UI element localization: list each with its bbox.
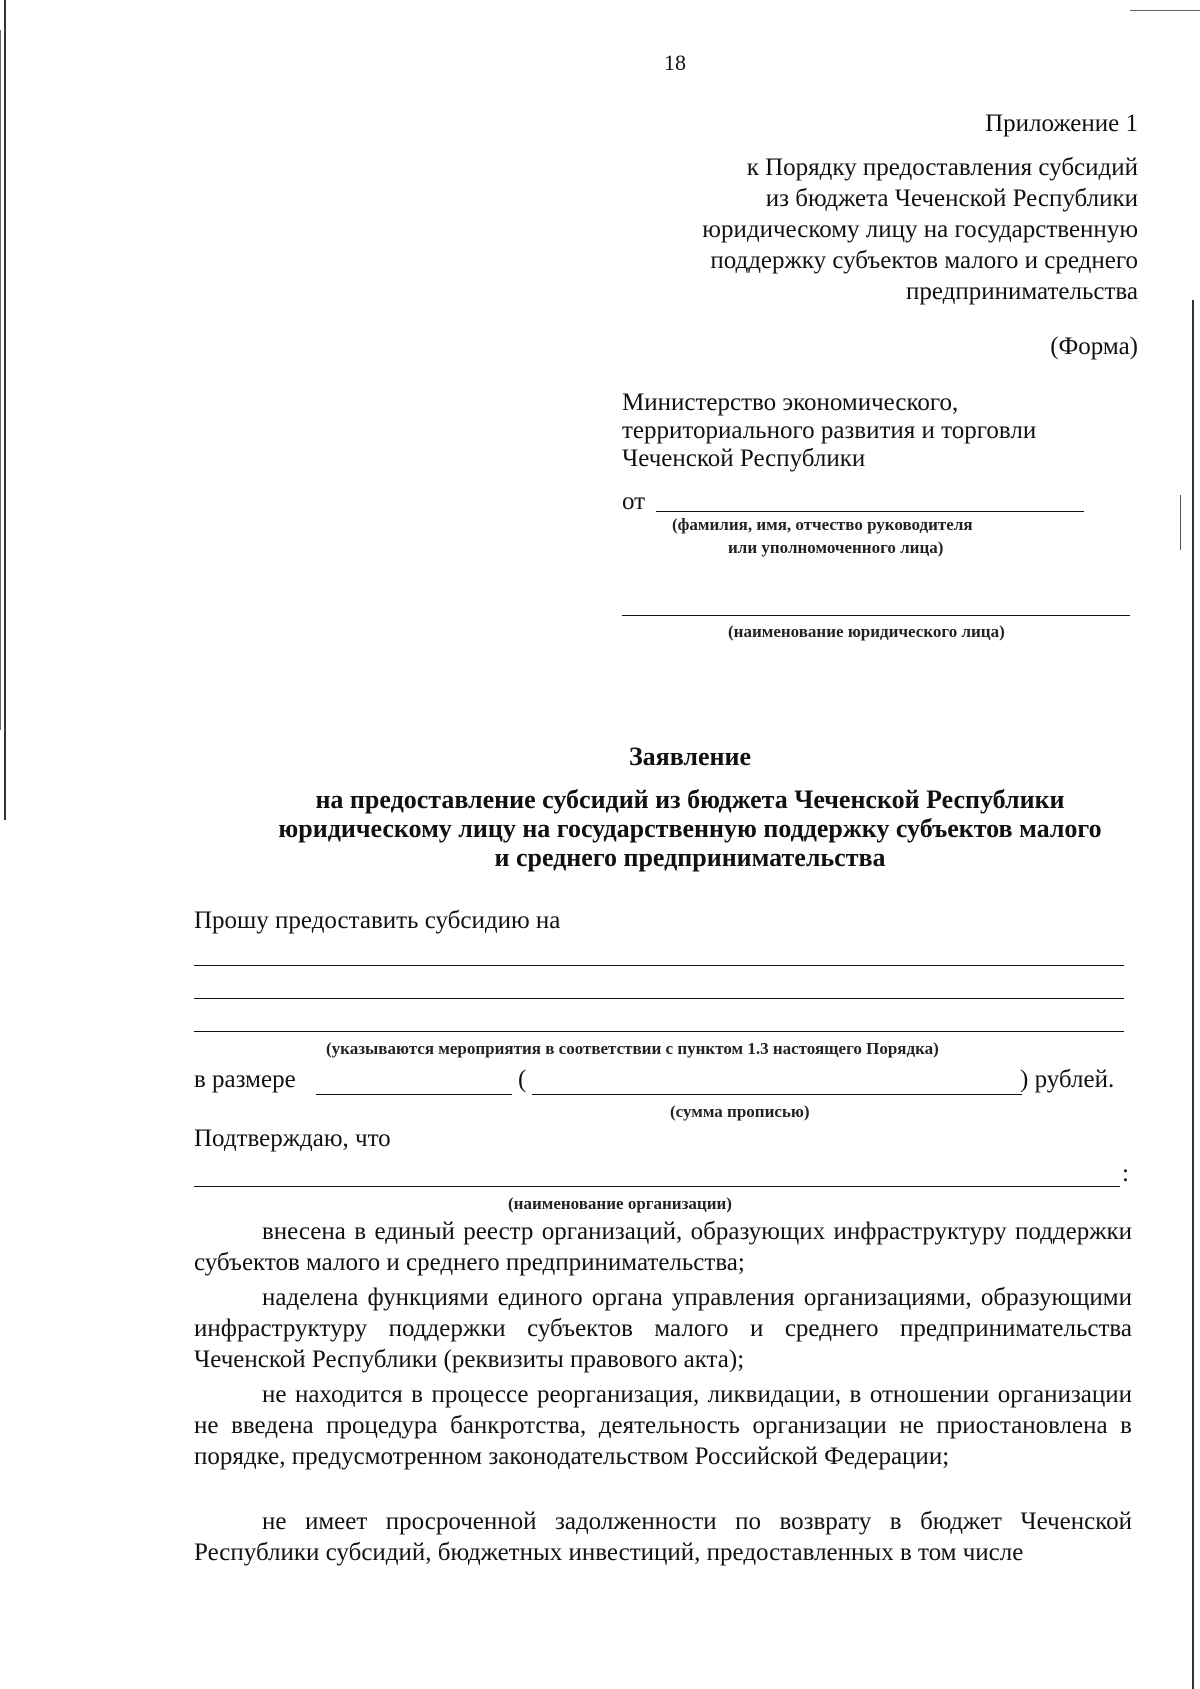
appendix-line-1: к Порядку предоставления субсидий (746, 154, 1138, 181)
events-line-2[interactable] (194, 998, 1124, 999)
page-number: 18 (664, 50, 686, 75)
appendix-line-3: юридическому лицу на государственную (702, 216, 1138, 243)
events-line-3[interactable] (194, 1031, 1124, 1032)
request-text: Прошу предоставить субсидию на (194, 907, 561, 934)
amount-label: в размере (194, 1066, 296, 1093)
addressee-line-1: Министерство экономического, (622, 389, 959, 416)
entity-field-line[interactable] (622, 615, 1130, 616)
from-field-line[interactable] (656, 511, 1084, 512)
addressee-line-2: территориального развития и торговли (622, 417, 1037, 444)
from-label: от (622, 488, 646, 515)
amount-number-line[interactable] (316, 1094, 512, 1095)
entity-hint: (наименование юридического лица) (728, 622, 1005, 641)
appendix-line-4: поддержку субъектов малого и среднего (710, 247, 1138, 274)
org-field-line[interactable] (194, 1186, 1120, 1187)
amount-open-paren: ( (518, 1066, 527, 1093)
paragraph-1: внесена в единый реестр организаций, образующих инфраструктуру поддержки субъектов малого и среднего предпринимательства; (194, 1218, 1132, 1276)
events-hint: (указываются мероприятия в соответствии с пунктом 1.3 настоящего Порядка) (326, 1039, 939, 1058)
org-hint: (наименование организации) (508, 1194, 732, 1213)
appendix-title: Приложение 1 (985, 110, 1138, 137)
from-hint-2: или уполномоченного лица) (728, 538, 944, 557)
doc-subtitle-2: юридическому лицу на государственную поддержку субъектов малого (278, 814, 1102, 843)
scan-edge-top (1130, 10, 1200, 11)
amount-suffix: ) рублей. (1020, 1066, 1115, 1093)
amount-hint: (сумма прописью) (670, 1102, 810, 1121)
appendix-line-5: предпринимательства (906, 278, 1138, 305)
org-colon: : (1122, 1160, 1129, 1187)
doc-title: Заявление (628, 742, 752, 771)
scan-edge-left-outer (0, 30, 1, 730)
scan-edge-left (4, 0, 6, 820)
events-line-1[interactable] (194, 965, 1124, 966)
paragraph-4: не имеет просроченной задолженности по возврату в бюджет Чеченской Республики субсидий, бюджетных инвестиций, предоставленных в том числе (194, 1508, 1132, 1566)
addressee-line-3: Чеченской Республики (622, 445, 866, 472)
doc-subtitle-3: и среднего предпринимательства (494, 843, 886, 872)
amount-words-line[interactable] (532, 1094, 1022, 1095)
form-label: (Форма) (1050, 333, 1138, 360)
confirm-text: Подтверждаю, что (194, 1125, 391, 1152)
doc-subtitle-1: на предоставление субсидий из бюджета Чеченской Республики (315, 785, 1065, 814)
appendix-line-2: из бюджета Чеченской Республики (765, 185, 1138, 212)
paragraph-2: наделена функциями единого органа управления организациями, образующими инфраструктуру поддержки субъектов малого и среднего предпринимательства Чеченской Республики (реквизиты правового акта); (194, 1284, 1132, 1373)
scan-edge-right-inner (1180, 495, 1181, 550)
scan-edge-right (1192, 300, 1194, 1689)
paragraph-3: не находится в процессе реорганизация, ликвидации, в отношении организации не введена процедура банкротства, деятельность организации не приостановлена в порядке, предусмотренном законодательством Российской Федерации; (194, 1381, 1132, 1470)
from-hint-1: (фамилия, имя, отчество руководителя (672, 515, 973, 534)
